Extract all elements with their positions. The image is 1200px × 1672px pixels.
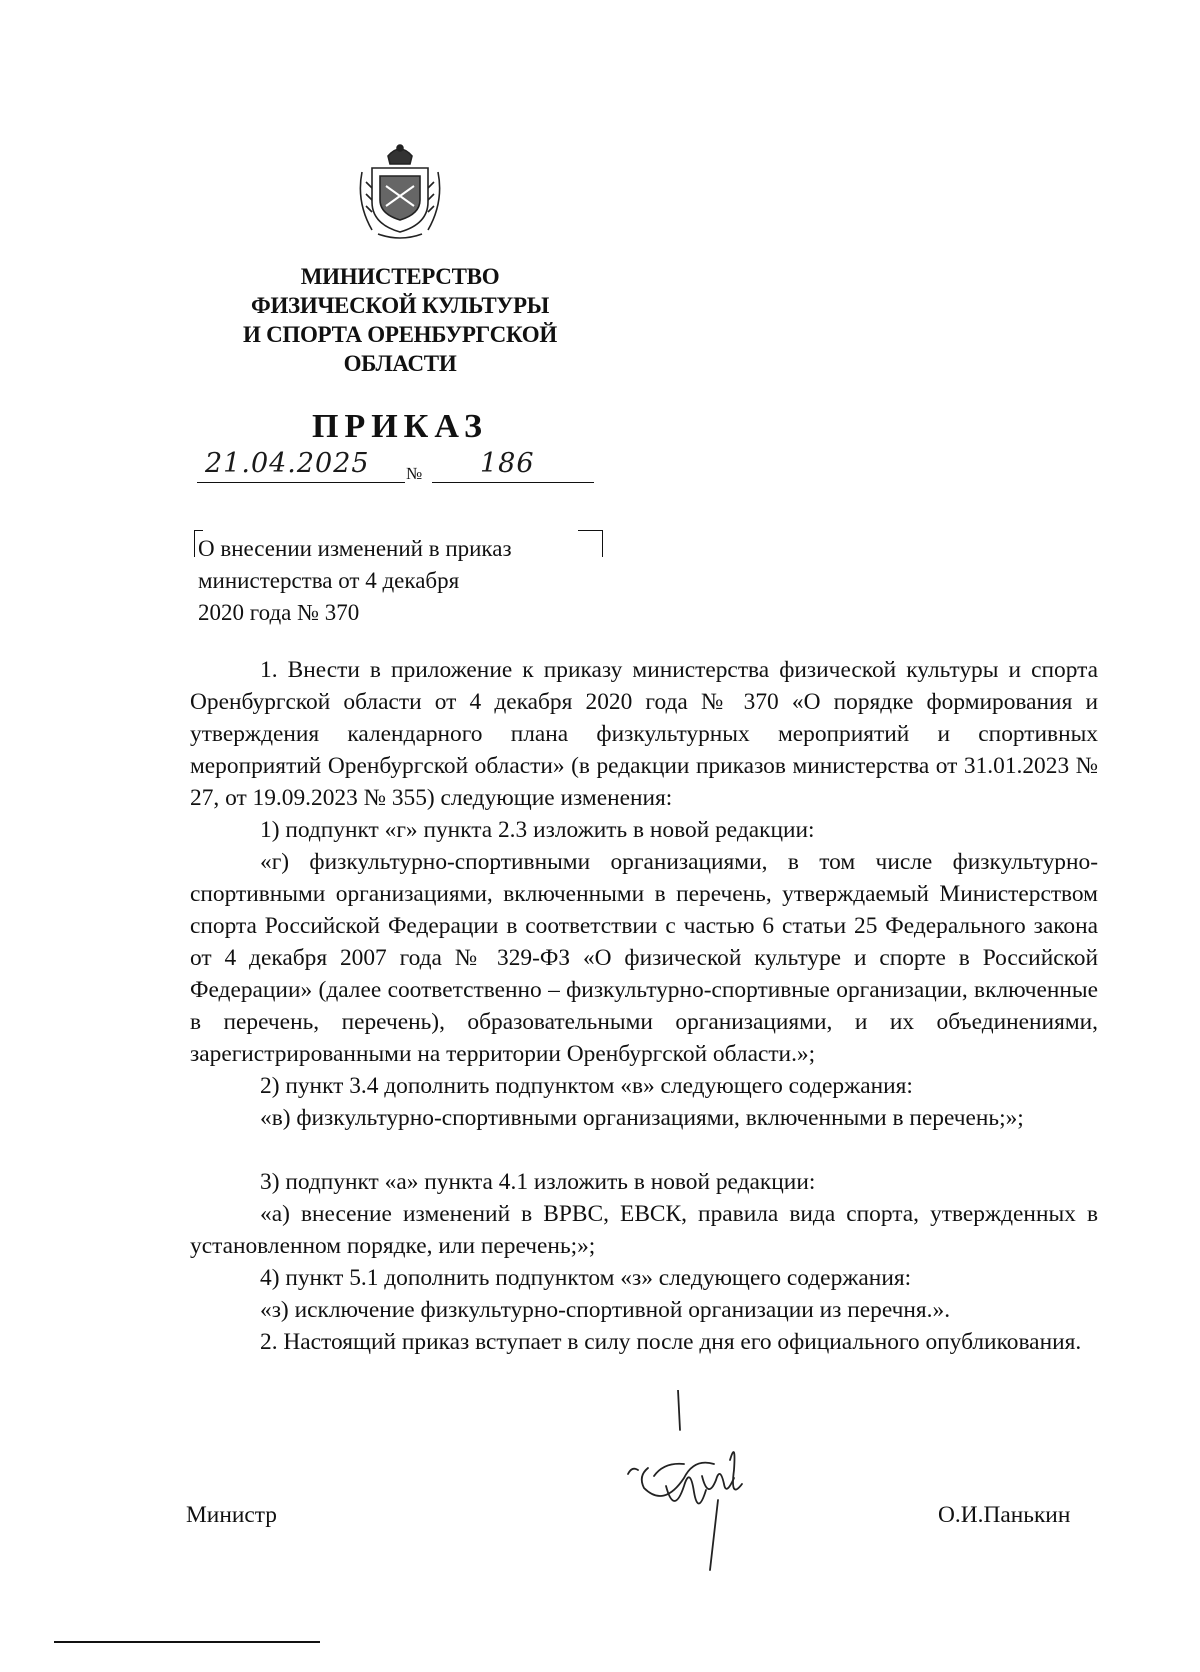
paragraph-2: 2. Настоящий приказ вступает в силу после дня его официального опубликования. (260, 1329, 1082, 1355)
signatory-position: Министр (186, 1502, 277, 1528)
ministry-line: ОБЛАСТИ (343, 351, 457, 376)
signatory-name: О.И.Панькин (938, 1502, 1071, 1528)
ministry-line: МИНИСТЕРСТВО (300, 264, 500, 289)
document-subject (198, 533, 512, 629)
paragraph-item-4: 4) пункт 5.1 дополнить подпунктом «з» следующего содержания: (260, 1265, 912, 1291)
subject-line: 2020 года № 370 (198, 600, 360, 625)
paragraph-item-1-text: «г) физкультурно-спортивными организациями, в том числе физкультурно-спортивными организациями, включенными в перечень, утверждаемый Министерством спорта Российской Федерации в соответствии с частью 6 статьи 25 Федерального закона от 4 декабря 2007 года № 329-ФЗ «О физической культуре и спорте в Российской Федерации» (далее соответственно – физкультурно-спортивные организации, включенные в перечень, перечень), образовательными организациями, и их объединениями, зарегистрированными на территории Оренбургской области.»; (190, 849, 1098, 1067)
date-underline (197, 482, 405, 483)
ministry-line: И СПОРТА ОРЕНБУРГСКОЙ (243, 322, 557, 347)
number-sign: № (406, 464, 423, 483)
paragraph-item-3: 3) подпункт «а» пункта 4.1 изложить в новой редакции: (260, 1169, 816, 1195)
subject-line: министерства от 4 декабря (198, 568, 460, 593)
coat-of-arms-icon (358, 142, 442, 242)
handwritten-date: 21.04.2025 (205, 448, 370, 479)
subject-bracket-right (578, 530, 603, 557)
paragraph-item-1: 1) подпункт «г» пункта 2.3 изложить в новой редакции: (260, 817, 815, 843)
handwritten-number: 186 (480, 448, 535, 479)
ministry-name (200, 262, 600, 378)
paragraph-item-2-text: «в) физкультурно-спортивными организациями, включенными в перечень;»; (260, 1105, 1024, 1131)
subject-line: О внесении изменений в приказ (198, 536, 512, 561)
handwritten-signature-icon (618, 1390, 778, 1580)
paragraph-1: 1. Внести в приложение к приказу министерства физической культуры и спорта Оренбургской области от 4 декабря 2020 года № 370 «О порядке формирования и утверждения календарного плана физкультурных мероприятий и спортивных мероприятий Оренбургской области» (в редакции приказов министерства от 31.01.2023 № 27, от 19.09.2023 № 355) следующие изменения: (190, 657, 1098, 811)
paragraph-item-2: 2) пункт 3.4 дополнить подпунктом «в» следующего содержания: (260, 1073, 913, 1099)
ministry-line: ФИЗИЧЕСКОЙ КУЛЬТУРЫ (251, 293, 549, 318)
paragraph-item-3-text: «а) внесение изменений в ВРВС, ЕВСК, правила вида спорта, утвержденных в установленном порядке, или перечень;»; (190, 1201, 1098, 1259)
paragraph-item-4-text: «з) исключение физкультурно-спортивной организации из перечня.». (260, 1297, 951, 1323)
footer-divider (54, 1641, 320, 1643)
number-underline (432, 482, 594, 483)
document-title: ПРИКАЗ (312, 408, 488, 445)
